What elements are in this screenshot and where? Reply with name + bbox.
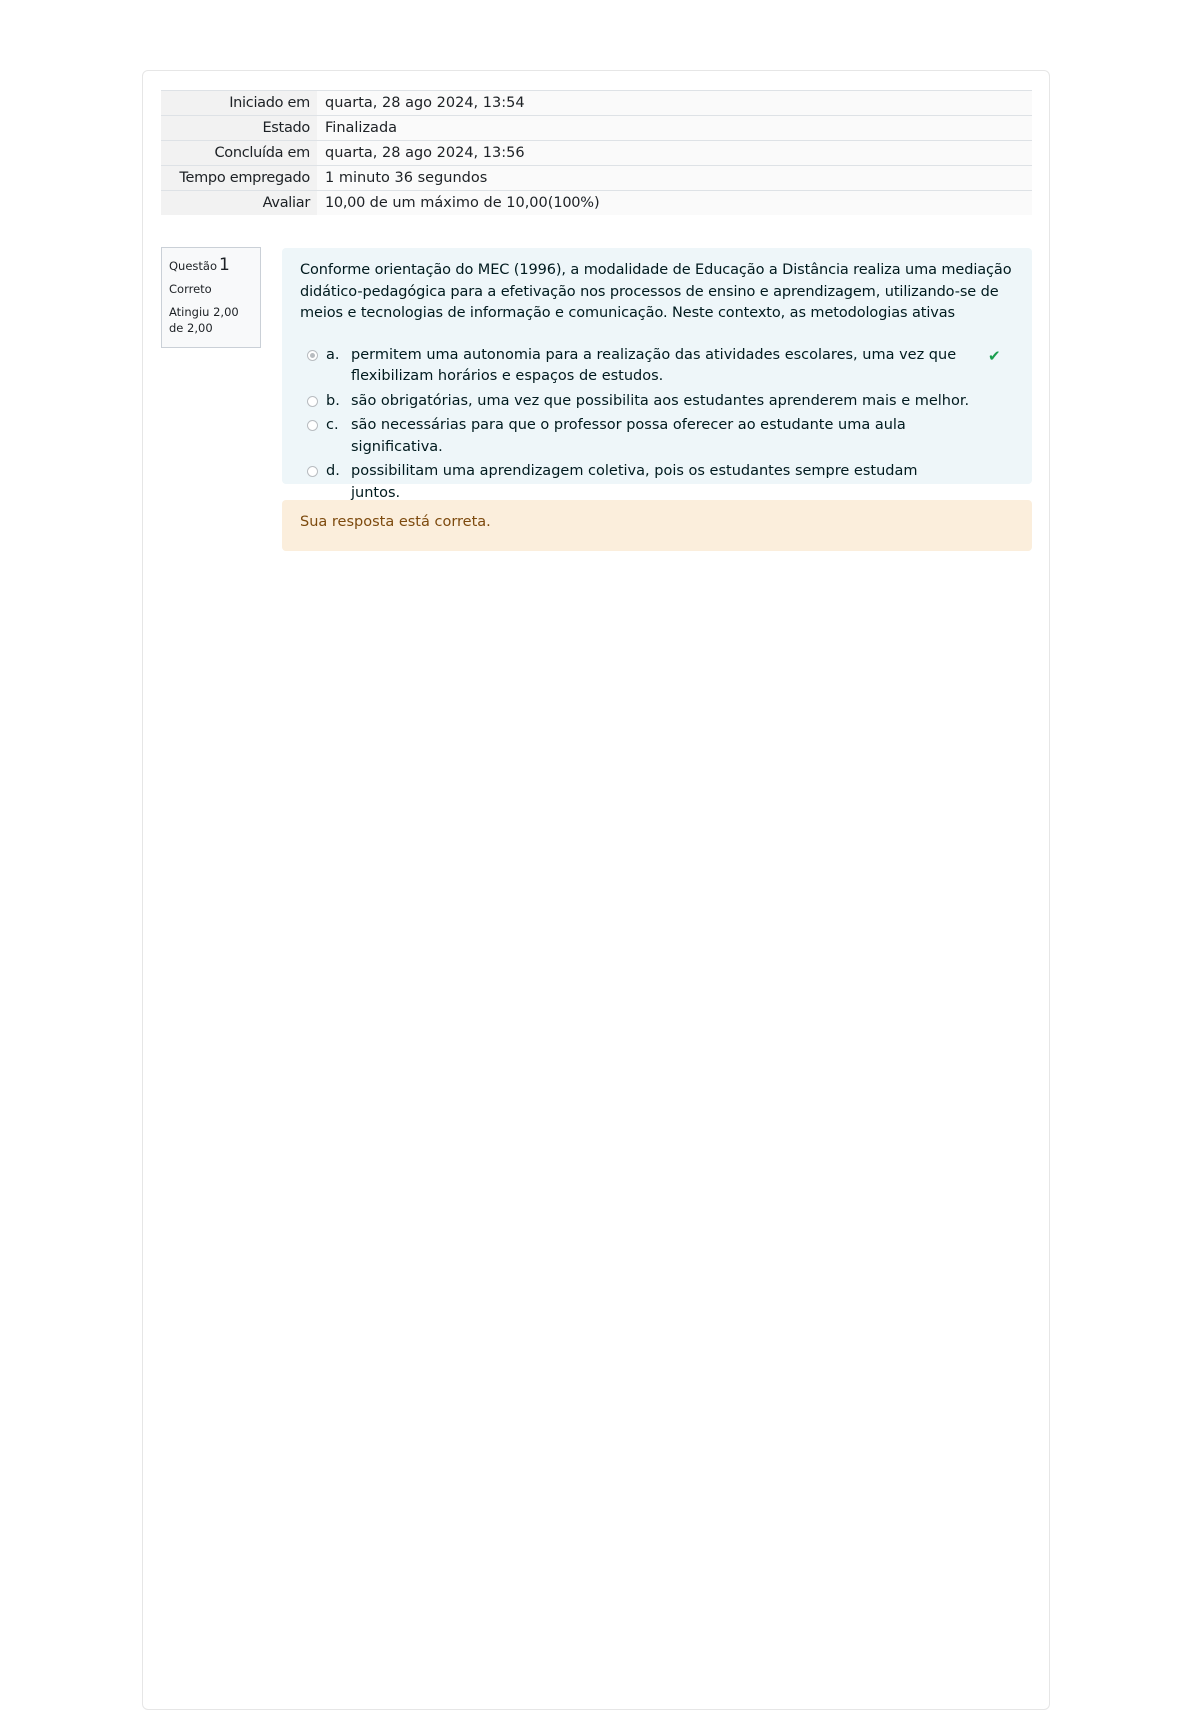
- summary-row-grade: [161, 191, 1032, 216]
- summary-label: Concluída em: [161, 141, 317, 166]
- question-text: Conforme orientação do MEC (1996), a modalidade de Educação a Distância realiza uma mediação didático-pedagógica para a efetivação nos processos de ensino e aprendizagem, utilizando-se de meios e tecnologias de informação e comunicação. Neste contexto, as metodologias ativas: [300, 262, 1012, 321]
- answer-option-d[interactable]: [300, 461, 1014, 504]
- radio-button-selected[interactable]: [307, 350, 318, 361]
- question-formulation: [282, 248, 1032, 501]
- radio-button[interactable]: [307, 396, 318, 407]
- feedback-box: [282, 500, 1032, 551]
- answer-letter: c.: [326, 417, 339, 433]
- question-label: Questão: [169, 259, 217, 273]
- summary-row-state: [161, 116, 1032, 141]
- summary-label: Avaliar: [161, 191, 317, 216]
- question-number-line: [169, 253, 253, 278]
- answer-option-a[interactable]: [300, 345, 1014, 388]
- summary-row-started: [161, 91, 1032, 116]
- summary-value: Finalizada: [317, 116, 1032, 141]
- question-number: 1: [219, 255, 230, 275]
- summary-label: Estado: [161, 116, 317, 141]
- feedback-text: Sua resposta está correta.: [300, 514, 491, 530]
- summary-value: [317, 191, 1032, 216]
- answer-letter: d.: [326, 463, 340, 479]
- summary-label: Iniciado em: [161, 91, 317, 116]
- grade-max-text: de um máximo de 10,00(: [365, 195, 554, 211]
- radio-button[interactable]: [307, 466, 318, 477]
- answer-letter: b.: [326, 392, 340, 409]
- summary-label: Tempo empregado: [161, 166, 317, 191]
- grade-percent: 100: [553, 195, 581, 211]
- grade-score: 10,00: [325, 195, 366, 211]
- question-state: Correto: [169, 282, 212, 296]
- summary-row-completed: [161, 141, 1032, 166]
- attempt-summary-table: [161, 90, 1032, 215]
- grade-percent-end: %): [580, 195, 600, 211]
- answer-text: permitem uma autonomia para a realização das atividades escolares, uma vez que flexibilizam horários e espaços de estudos.: [351, 346, 957, 384]
- summary-value: 1 minuto 36 segundos: [317, 166, 1032, 191]
- summary-row-time-taken: [161, 166, 1032, 191]
- answer-text: possibilitam uma aprendizagem coletiva, pois os estudantes sempre estudam juntos.: [351, 463, 918, 501]
- radio-button[interactable]: [307, 420, 318, 431]
- answer-option-b[interactable]: [300, 391, 1014, 413]
- question-grade: Atingiu 2,00 de 2,00: [169, 305, 239, 335]
- answer-text: são obrigatórias, uma vez que possibilita aos estudantes aprenderem mais e melhor.: [351, 392, 970, 409]
- answer-letter: a.: [326, 346, 340, 363]
- answer-list: [300, 345, 1014, 505]
- summary-value: quarta, 28 ago 2024, 13:54: [317, 91, 1032, 116]
- summary-value: quarta, 28 ago 2024, 13:56: [317, 141, 1032, 166]
- answer-option-c[interactable]: [300, 415, 1014, 458]
- check-icon: ✔: [988, 346, 1001, 365]
- question-info: [161, 247, 261, 348]
- answer-text: são necessárias para que o professor possa oferecer ao estudante uma aula significativa.: [351, 417, 906, 455]
